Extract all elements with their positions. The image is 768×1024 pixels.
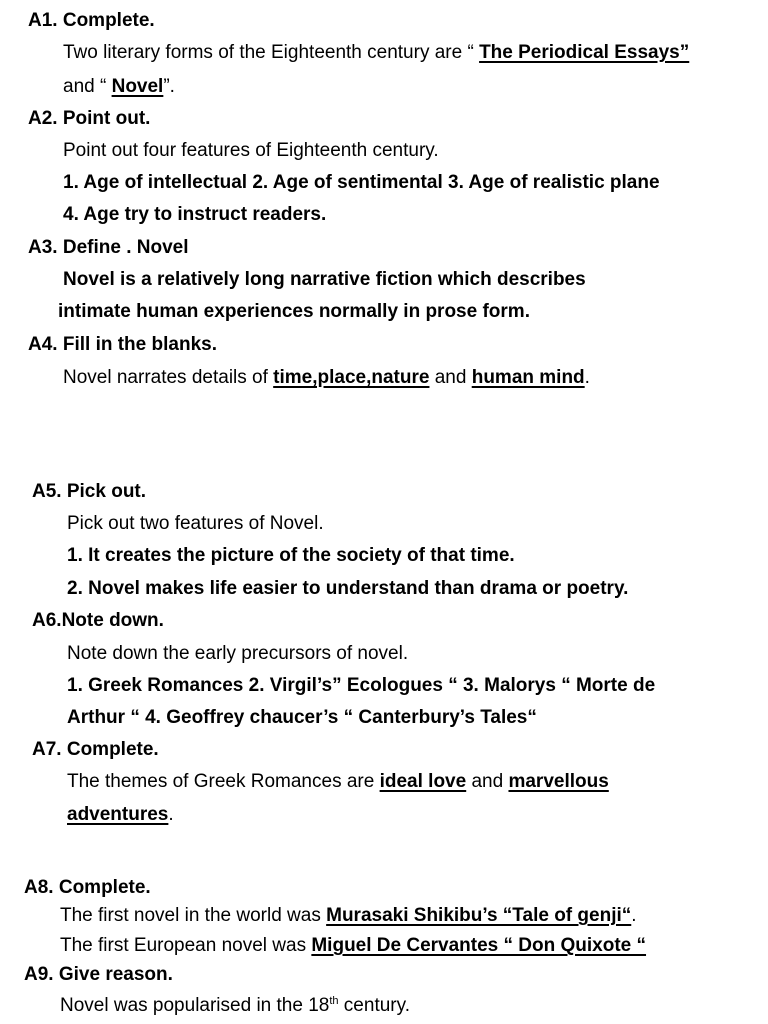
a2-question: Point out four features of Eighteenth century. [63, 140, 439, 161]
a9-ordinal-suffix: th [329, 995, 339, 1007]
a7-suffix: . [168, 804, 174, 825]
a2-answer-line-1: 1. Age of intellectual 2. Age of sentimental 3. Age of realistic plane [63, 172, 660, 193]
a8-line1-suffix: . [631, 905, 637, 926]
a4-connector: and [429, 367, 472, 388]
a1-answer-2: Novel [111, 76, 164, 97]
a9-prefix: Novel was popularised in the 18 [60, 995, 330, 1016]
a4-question [63, 366, 590, 390]
a6-heading: A6.Note down. [32, 610, 164, 631]
a3-answer-line-1: Novel is a relatively long narrative fiction which describes [63, 269, 586, 290]
a1-answer-1: The Periodical Essays” [479, 42, 690, 63]
a7-answer-1: ideal love [379, 771, 467, 792]
a4-answer-1: time,place,nature [273, 367, 430, 388]
a4-suffix: . [584, 367, 590, 388]
a8-line2-prefix: The first European novel was [60, 935, 312, 956]
a7-question-line-1 [67, 770, 609, 794]
a5-answer-line-2: 2. Novel makes life easier to understand than drama or poetry. [67, 578, 629, 599]
a8-answer-2: Miguel De Cervantes “ Don Quixote “ [311, 935, 647, 956]
a5-question: Pick out two features of Novel. [67, 513, 324, 534]
a5-heading: A5. Pick out. [32, 481, 147, 502]
a8-line1-prefix: The first novel in the world was [60, 905, 327, 926]
a1-question-line-1 [63, 41, 689, 65]
a2-heading: A2. Point out. [28, 108, 151, 129]
a7-prefix: The themes of Greek Romances are [67, 771, 380, 792]
a1-line2-prefix: and “ [63, 76, 112, 97]
a8-heading: A8. Complete. [24, 877, 151, 898]
a6-question: Note down the early precursors of novel. [67, 643, 409, 664]
a5-answer-line-1: 1. It creates the picture of the society of that time. [67, 545, 515, 566]
a9-suffix: century. [338, 995, 410, 1016]
a9-question [60, 994, 410, 1018]
a7-connector: and [466, 771, 509, 792]
a7-answer-2-part-1: marvellous [508, 771, 609, 792]
a3-heading: A3. Define . Novel [28, 237, 189, 258]
a1-question-line-2 [63, 75, 175, 99]
a7-heading: A7. Complete. [32, 739, 159, 760]
a1-question-text: Two literary forms of the Eighteenth century are “ [63, 42, 480, 63]
a1-heading: A1. Complete. [28, 10, 155, 31]
a8-question-line-2 [60, 934, 646, 958]
a7-answer-2-part-2: adventures [67, 804, 169, 825]
a4-prefix: Novel narrates details of [63, 367, 274, 388]
a9-heading: A9. Give reason. [24, 964, 173, 985]
a8-question-line-1 [60, 904, 637, 928]
a6-answer-line-2: Arthur “ 4. Geoffrey chaucer’s “ Canterbury’s Tales“ [67, 707, 537, 728]
a7-question-line-2 [67, 803, 174, 827]
a8-answer-1: Murasaki Shikibu’s “Tale of genji“ [326, 905, 632, 926]
a4-answer-2: human mind [471, 367, 585, 388]
a1-line2-suffix: ”. [163, 76, 175, 97]
a3-answer-line-2: intimate human experiences normally in prose form. [58, 301, 530, 322]
a2-answer-line-2: 4. Age try to instruct readers. [63, 204, 327, 225]
a6-answer-line-1: 1. Greek Romances 2. Virgil’s” Ecologues “ 3. Malorys “ Morte de [67, 675, 656, 696]
a4-heading: A4. Fill in the blanks. [28, 334, 217, 355]
